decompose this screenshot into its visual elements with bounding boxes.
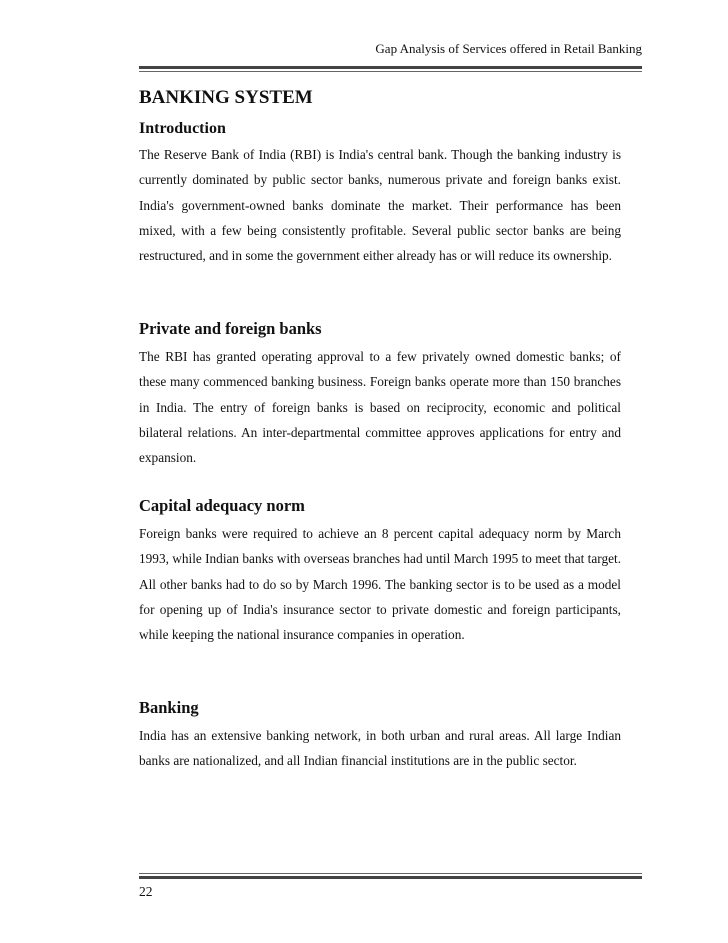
running-header: Gap Analysis of Services offered in Retail Banking xyxy=(375,41,642,56)
section-heading: Banking xyxy=(139,698,199,717)
footer-rule-thin xyxy=(139,873,642,874)
section-private-foreign-banks xyxy=(139,317,621,470)
header-rule-thin xyxy=(139,71,642,72)
section-heading: Private and foreign banks xyxy=(139,319,322,338)
section-banking xyxy=(139,696,621,774)
section-heading: Introduction xyxy=(139,120,226,137)
section-introduction xyxy=(139,117,621,268)
footer-rule xyxy=(139,876,642,879)
header-rule xyxy=(139,66,642,69)
section-body: India has an extensive banking network, in both urban and rural areas. All large Indian banks are nationalized, and all Indian financial institutions are in the public sector. xyxy=(139,728,621,769)
section-body: The Reserve Bank of India (RBI) is India's central bank. Though the banking industry is currently dominated by public sector banks, numerous private and foreign banks exist. India's government-owned banks dominate the market. Their performance has been mixed, with a few being consistently profitable. Several public sector banks are being restructured, and in some the government either already has or will reduce its ownership. xyxy=(139,147,621,264)
section-body: The RBI has granted operating approval to a few privately owned domestic banks; of these many commenced banking business. Foreign banks operate more than 150 branches in India. The entry of foreign banks is based on reciprocity, economic and political bilateral relations. An inter-departmental committee approves applications for entry and expansion. xyxy=(139,349,621,466)
section-body: Foreign banks were required to achieve an 8 percent capital adequacy norm by March 1993, while Indian banks with overseas branches had until March 1995 to meet that target. All other banks had to do so by March 1996. The banking sector is to be used as a model for opening up of India's insurance sector to private domestic and foreign participants, while keeping the national insurance companies in operation. xyxy=(139,526,622,643)
page-title: BANKING SYSTEM xyxy=(139,87,313,108)
section-heading: Capital adequacy norm xyxy=(139,496,305,515)
section-capital-adequacy-norm xyxy=(139,494,621,647)
page-number: 22 xyxy=(139,884,153,899)
